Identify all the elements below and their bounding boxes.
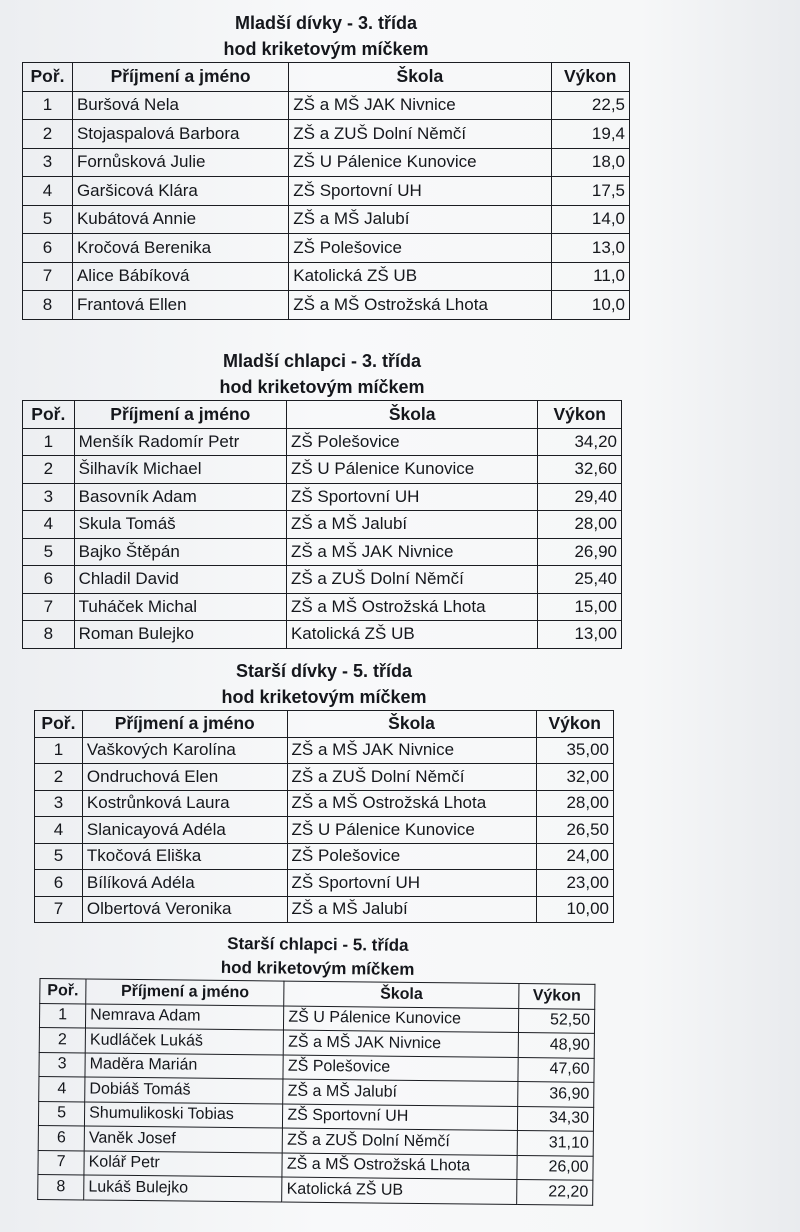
cell-school: ZŠ a MŠ JAK Nivnice xyxy=(286,538,537,566)
results-section xyxy=(37,930,596,1205)
results-section xyxy=(22,10,630,320)
cell-rank: 5 xyxy=(23,538,75,566)
cell-result: 26,00 xyxy=(517,1155,593,1180)
column-header-result: Výkon xyxy=(551,63,630,92)
cell-name: Skula Tomáš xyxy=(74,511,286,539)
table-row xyxy=(23,566,622,594)
cell-name: Shumulikoski Tobias xyxy=(85,1101,283,1128)
column-header-result: Výkon xyxy=(538,401,622,429)
cell-school: ZŠ a MŠ Ostrožská Lhota xyxy=(286,593,537,621)
table-row xyxy=(23,148,630,177)
section-title: Mladší chlapci - 3. třída xyxy=(222,351,422,371)
table-body xyxy=(23,91,630,319)
cell-school: ZŠ a ZUŠ Dolní Němčí xyxy=(289,120,551,149)
cell-result: 13,00 xyxy=(538,621,622,649)
cell-result: 28,00 xyxy=(536,790,614,817)
cell-result: 24,00 xyxy=(536,843,614,870)
cell-result: 19,4 xyxy=(551,120,630,149)
cell-result: 22,20 xyxy=(517,1180,593,1205)
cell-school: ZŠ Polešovice xyxy=(287,843,536,870)
cell-school: ZŠ Polešovice xyxy=(286,428,537,456)
cell-school: ZŠ Polešovice xyxy=(283,1055,518,1082)
results-table xyxy=(22,62,630,320)
column-header-school: Škola xyxy=(286,401,537,429)
cell-result: 10,0 xyxy=(551,291,630,320)
section-subtitle: hod kriketovým míčkem xyxy=(219,377,425,397)
cell-school: ZŠ Polešovice xyxy=(289,234,551,263)
cell-school: Katolická ZŠ UB xyxy=(289,262,551,291)
cell-result: 35,00 xyxy=(536,737,614,764)
cell-rank: 3 xyxy=(23,483,75,511)
cell-school: ZŠ U Pálenice Kunovice xyxy=(287,817,536,844)
cell-name: Fornůsková Julie xyxy=(72,148,288,177)
cell-name: Nemrava Adam xyxy=(86,1003,284,1030)
table-row xyxy=(23,91,630,120)
table-header-row xyxy=(35,711,614,738)
section-subtitle: hod kriketovým míčkem xyxy=(221,687,427,707)
table-row xyxy=(38,1174,593,1204)
cell-rank: 1 xyxy=(39,1003,85,1028)
table-row xyxy=(35,790,614,817)
cell-result: 52,50 xyxy=(518,1008,594,1033)
cell-result: 17,5 xyxy=(551,177,630,206)
cell-result: 34,30 xyxy=(517,1106,593,1131)
cell-name: Vaškových Karolína xyxy=(82,737,287,764)
table-row xyxy=(35,870,614,897)
cell-name: Ondruchová Elen xyxy=(82,764,287,791)
cell-name: Kolář Petr xyxy=(84,1150,282,1177)
cell-name: Kostrůnková Laura xyxy=(82,790,287,817)
column-header-result: Výkon xyxy=(536,711,614,738)
cell-rank: 6 xyxy=(23,234,73,263)
cell-school: ZŠ a MŠ JAK Nivnice xyxy=(287,737,536,764)
cell-result: 26,90 xyxy=(538,538,622,566)
column-header-name: Příjmení a jméno xyxy=(74,401,286,429)
cell-name: Chladil David xyxy=(74,566,286,594)
cell-name: Kročová Berenika xyxy=(72,234,288,263)
cell-rank: 7 xyxy=(38,1150,84,1175)
column-header-school: Škola xyxy=(284,981,519,1008)
table-header-row xyxy=(23,63,630,92)
cell-result: 13,0 xyxy=(551,234,630,263)
table-row xyxy=(35,843,614,870)
table-body xyxy=(38,1003,595,1205)
column-header-result: Výkon xyxy=(519,984,595,1009)
cell-result: 48,90 xyxy=(518,1033,594,1058)
cell-school: ZŠ a MŠ Ostrožská Lhota xyxy=(282,1153,517,1180)
cell-rank: 2 xyxy=(35,764,83,791)
table-row xyxy=(23,234,630,263)
cell-school: ZŠ a MŠ JAK Nivnice xyxy=(284,1030,519,1057)
cell-name: Šilhavík Michael xyxy=(74,456,286,484)
cell-name: Frantová Ellen xyxy=(72,291,288,320)
column-header-school: Škola xyxy=(289,63,551,92)
cell-result: 29,40 xyxy=(538,483,622,511)
cell-rank: 7 xyxy=(23,262,73,291)
section-subtitle: hod kriketovým míčkem xyxy=(223,39,429,59)
cell-name: Vaněk Josef xyxy=(84,1126,282,1153)
cell-school: ZŠ a MŠ JAK Nivnice xyxy=(289,91,551,120)
cell-result: 36,90 xyxy=(518,1082,594,1107)
cell-result: 47,60 xyxy=(518,1057,594,1082)
cell-rank: 6 xyxy=(23,566,75,594)
cell-rank: 4 xyxy=(35,817,83,844)
table-row xyxy=(23,120,630,149)
cell-school: ZŠ U Pálenice Kunovice xyxy=(286,456,537,484)
cell-rank: 8 xyxy=(23,621,75,649)
table-row xyxy=(35,737,614,764)
cell-rank: 1 xyxy=(23,428,75,456)
cell-rank: 6 xyxy=(35,870,83,897)
cell-result: 31,10 xyxy=(517,1131,593,1156)
table-row xyxy=(23,262,630,291)
cell-rank: 5 xyxy=(38,1101,84,1126)
column-header-school: Škola xyxy=(287,711,536,738)
cell-school: ZŠ Sportovní UH xyxy=(283,1104,518,1131)
section-subtitle: hod kriketovým míčkem xyxy=(220,957,415,979)
cell-name: Buršová Nela xyxy=(72,91,288,120)
results-table xyxy=(37,978,595,1205)
cell-rank: 5 xyxy=(35,843,83,870)
cell-result: 18,0 xyxy=(551,148,630,177)
table-header-row xyxy=(23,401,622,429)
cell-rank: 3 xyxy=(35,790,83,817)
cell-school: ZŠ U Pálenice Kunovice xyxy=(289,148,551,177)
cell-rank: 6 xyxy=(38,1125,84,1150)
table-row xyxy=(35,764,614,791)
table-row xyxy=(23,205,630,234)
cell-rank: 4 xyxy=(23,511,75,539)
cell-name: Basovník Adam xyxy=(74,483,286,511)
cell-result: 11,0 xyxy=(551,262,630,291)
cell-result: 15,00 xyxy=(538,593,622,621)
cell-rank: 1 xyxy=(35,737,83,764)
cell-school: ZŠ a MŠ Ostrožská Lhota xyxy=(289,291,551,320)
column-header-name: Příjmení a jméno xyxy=(86,979,284,1006)
column-header-rank: Poř. xyxy=(40,979,86,1004)
table-row xyxy=(23,538,622,566)
cell-name: Tuháček Michal xyxy=(74,593,286,621)
cell-school: ZŠ a MŠ Ostrožská Lhota xyxy=(287,790,536,817)
cell-school: ZŠ a MŠ Jalubí xyxy=(283,1079,518,1106)
cell-rank: 5 xyxy=(23,205,73,234)
cell-result: 32,00 xyxy=(536,764,614,791)
cell-name: Slanicayová Adéla xyxy=(82,817,287,844)
results-table xyxy=(34,710,614,923)
cell-result: 26,50 xyxy=(536,817,614,844)
cell-school: Katolická ZŠ UB xyxy=(282,1177,517,1204)
section-title: Starší dívky - 5. třída xyxy=(235,661,413,681)
cell-name: Bajko Štěpán xyxy=(74,538,286,566)
section-title: Starší chlapci - 5. třída xyxy=(227,933,409,955)
cell-rank: 2 xyxy=(23,456,75,484)
cell-rank: 8 xyxy=(23,291,73,320)
cell-rank: 4 xyxy=(39,1076,85,1101)
cell-school: ZŠ Sportovní UH xyxy=(287,870,536,897)
table-row xyxy=(23,428,622,456)
cell-rank: 3 xyxy=(23,148,73,177)
table-body xyxy=(23,428,622,648)
cell-name: Tkočová Eliška xyxy=(82,843,287,870)
cell-result: 25,40 xyxy=(538,566,622,594)
cell-school: ZŠ a MŠ Jalubí xyxy=(289,205,551,234)
cell-result: 14,0 xyxy=(551,205,630,234)
cell-school: ZŠ U Pálenice Kunovice xyxy=(284,1006,519,1033)
cell-name: Garšicová Klára xyxy=(72,177,288,206)
cell-school: ZŠ Sportovní UH xyxy=(289,177,551,206)
cell-name: Olbertová Veronika xyxy=(82,896,287,923)
column-header-name: Příjmení a jméno xyxy=(72,63,288,92)
table-row xyxy=(23,177,630,206)
column-header-rank: Poř. xyxy=(23,63,73,92)
cell-school: ZŠ a MŠ Jalubí xyxy=(287,896,536,923)
results-section xyxy=(34,658,614,923)
cell-rank: 8 xyxy=(38,1174,84,1199)
cell-school: ZŠ a ZUŠ Dolní Němčí xyxy=(286,566,537,594)
cell-school: ZŠ a MŠ Jalubí xyxy=(286,511,537,539)
cell-rank: 3 xyxy=(39,1052,85,1077)
cell-rank: 7 xyxy=(23,593,75,621)
cell-name: Maděra Marián xyxy=(85,1052,283,1079)
cell-rank: 4 xyxy=(23,177,73,206)
table-row xyxy=(23,456,622,484)
cell-name: Menšík Radomír Petr xyxy=(74,428,286,456)
cell-name: Dobiáš Tomáš xyxy=(85,1077,283,1104)
cell-rank: 2 xyxy=(23,120,73,149)
table-row xyxy=(23,511,622,539)
cell-name: Lukáš Bulejko xyxy=(84,1175,282,1202)
cell-result: 23,00 xyxy=(536,870,614,897)
cell-name: Bílíková Adéla xyxy=(82,870,287,897)
cell-name: Stojaspalová Barbora xyxy=(72,120,288,149)
column-header-name: Příjmení a jméno xyxy=(82,711,287,738)
cell-school: ZŠ a ZUŠ Dolní Němčí xyxy=(287,764,536,791)
table-row xyxy=(35,817,614,844)
cell-result: 32,60 xyxy=(538,456,622,484)
table-row xyxy=(23,593,622,621)
cell-rank: 1 xyxy=(23,91,73,120)
cell-school: Katolická ZŠ UB xyxy=(286,621,537,649)
table-body xyxy=(35,737,614,923)
column-header-rank: Poř. xyxy=(35,711,83,738)
cell-name: Roman Bulejko xyxy=(74,621,286,649)
cell-rank: 7 xyxy=(35,896,83,923)
results-table xyxy=(22,400,622,649)
cell-result: 22,5 xyxy=(551,91,630,120)
table-row xyxy=(23,291,630,320)
cell-result: 34,20 xyxy=(538,428,622,456)
results-section xyxy=(22,348,622,649)
cell-name: Alice Bábíková xyxy=(72,262,288,291)
cell-result: 28,00 xyxy=(538,511,622,539)
table-row xyxy=(35,896,614,923)
table-row xyxy=(23,483,622,511)
table-row xyxy=(23,621,622,649)
column-header-rank: Poř. xyxy=(23,401,75,429)
section-title: Mladší dívky - 3. třída xyxy=(234,13,418,33)
cell-school: ZŠ Sportovní UH xyxy=(286,483,537,511)
cell-school: ZŠ a ZUŠ Dolní Němčí xyxy=(283,1128,518,1155)
cell-name: Kudláček Lukáš xyxy=(85,1028,283,1055)
cell-result: 10,00 xyxy=(536,896,614,923)
cell-rank: 2 xyxy=(39,1027,85,1052)
cell-name: Kubátová Annie xyxy=(72,205,288,234)
